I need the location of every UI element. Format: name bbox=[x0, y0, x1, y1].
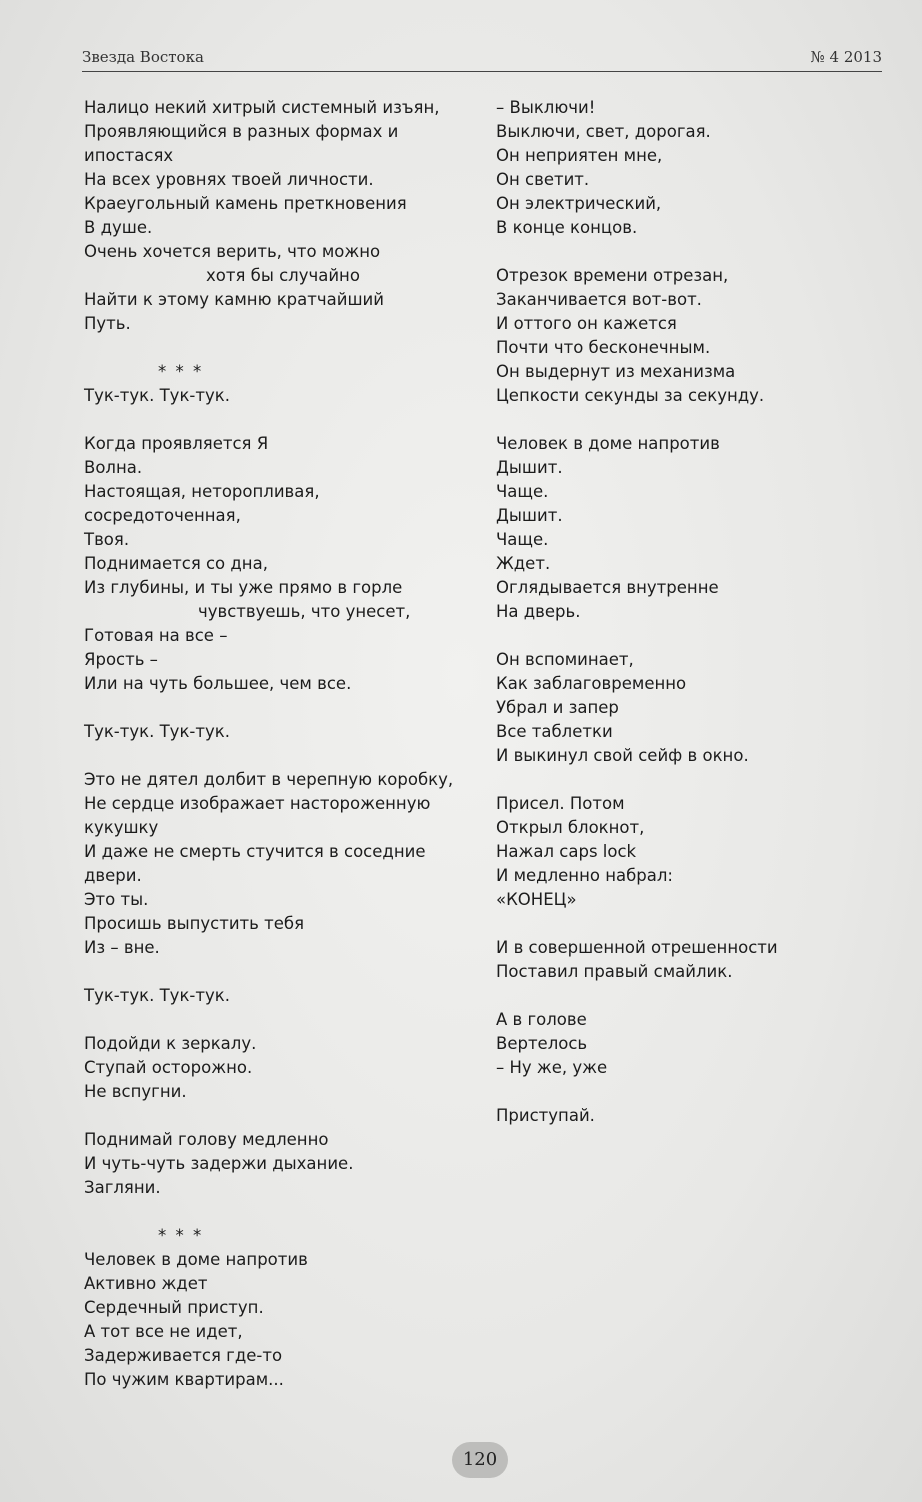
poem-line: Когда проявляется Я bbox=[84, 434, 269, 453]
poem-line: – Ну же, уже bbox=[496, 1058, 608, 1077]
poem-line: «КОНЕЦ» bbox=[496, 890, 577, 909]
stanza-break bbox=[496, 912, 866, 936]
poem-line: Вертелось bbox=[496, 1034, 588, 1053]
poem-line: Это не дятел долбит в черепную коробку, bbox=[84, 770, 454, 789]
left-poem-column bbox=[84, 96, 464, 1392]
section-separator: * * * bbox=[158, 362, 204, 381]
running-header bbox=[82, 44, 882, 72]
poem-line: На всех уровнях твоей личности. bbox=[84, 170, 374, 189]
poem-line: Или на чуть большее, чем все. bbox=[84, 674, 352, 693]
poem-line: Из глубины, и ты уже прямо в горле bbox=[84, 578, 403, 597]
poem-line: Цепкости секунды за секунду. bbox=[496, 386, 765, 405]
poem-line: Чаще. bbox=[496, 482, 549, 501]
poem-line: И в совершенной отрешенности bbox=[496, 938, 778, 957]
poem-line: И выкинул свой сейф в окно. bbox=[496, 746, 749, 765]
poem-line: Заканчивается вот-вот. bbox=[496, 290, 702, 309]
poem-line: В конце концов. bbox=[496, 218, 638, 237]
poem-line: Тук-тук. Тук-тук. bbox=[84, 986, 230, 1005]
poem-line: Настоящая, неторопливая, bbox=[84, 482, 320, 501]
stanza-break bbox=[84, 696, 464, 720]
poem-line: На дверь. bbox=[496, 602, 581, 621]
poem-line: Как заблаговременно bbox=[496, 674, 687, 693]
poem-line: Оглядывается внутренне bbox=[496, 578, 719, 597]
stanza-break bbox=[84, 408, 464, 432]
poem-line: Человек в доме напротив bbox=[496, 434, 720, 453]
section-separator: * * * bbox=[158, 1226, 204, 1245]
poem-line: И оттого он кажется bbox=[496, 314, 677, 333]
poem-line: Нажал caps lock bbox=[496, 842, 637, 861]
poem-line: Почти что бесконечным. bbox=[496, 338, 711, 357]
stanza-break bbox=[84, 1200, 464, 1224]
poem-line: Не сердце изображает настороженную bbox=[84, 794, 431, 813]
stanza-break bbox=[496, 1080, 866, 1104]
poem-line: Ярость – bbox=[84, 650, 158, 669]
stanza-break bbox=[496, 408, 866, 432]
poem-line: Он светит. bbox=[496, 170, 590, 189]
stanza-break bbox=[84, 744, 464, 768]
poem-line: двери. bbox=[84, 866, 142, 885]
poem-line: А в голове bbox=[496, 1010, 587, 1029]
poem-line: Не вспугни. bbox=[84, 1082, 187, 1101]
poem-line: Налицо некий хитрый системный изъян, bbox=[84, 98, 440, 117]
poem-line: Человек в доме напротив bbox=[84, 1250, 308, 1269]
poem-line: Готовая на все – bbox=[84, 626, 228, 645]
poem-line: И даже не смерть стучится в соседние bbox=[84, 842, 426, 861]
poem-line: Ждет. bbox=[496, 554, 551, 573]
poem-line: Это ты. bbox=[84, 890, 149, 909]
poem-line: Тук-тук. Тук-тук. bbox=[84, 386, 230, 405]
journal-title: Звезда Востока bbox=[82, 48, 204, 66]
poem-line: Все таблетки bbox=[496, 722, 613, 741]
poem-line: Подойди к зеркалу. bbox=[84, 1034, 257, 1053]
poem-line: Дышит. bbox=[496, 458, 563, 477]
header-divider bbox=[82, 71, 882, 72]
poem-line: Открыл блокнот, bbox=[496, 818, 645, 837]
poem-line: Убрал и запер bbox=[496, 698, 619, 717]
poem-line: Твоя. bbox=[84, 530, 130, 549]
poem-line: Присел. Потом bbox=[496, 794, 625, 813]
poem-line: А тот все не идет, bbox=[84, 1322, 243, 1341]
poem-line: Выключи, свет, дорогая. bbox=[496, 122, 711, 141]
right-poem-column bbox=[496, 96, 866, 1128]
poem-line: кукушку bbox=[84, 818, 159, 837]
poem-line: – Выключи! bbox=[496, 98, 596, 117]
poem-line: Он вспоминает, bbox=[496, 650, 634, 669]
poem-line: Просишь выпустить тебя bbox=[84, 914, 304, 933]
poem-line: Найти к этому камню кратчайший bbox=[84, 290, 384, 309]
stanza-break bbox=[84, 1104, 464, 1128]
stanza-break bbox=[84, 960, 464, 984]
poem-line: Краеугольный камень преткновения bbox=[84, 194, 407, 213]
poem-line: Чаще. bbox=[496, 530, 549, 549]
poem-line: Проявляющийся в разных формах и bbox=[84, 122, 399, 141]
poem-line: Поднимается со дна, bbox=[84, 554, 268, 573]
issue-number: № 4 2013 bbox=[810, 48, 882, 66]
poem-line: Задерживается где-то bbox=[84, 1346, 283, 1365]
poem-line: Он неприятен мне, bbox=[496, 146, 663, 165]
poem-line: Путь. bbox=[84, 314, 131, 333]
poem-line: Сердечный приступ. bbox=[84, 1298, 264, 1317]
poem-line: Поставил правый смайлик. bbox=[496, 962, 733, 981]
poem-line: Волна. bbox=[84, 458, 143, 477]
poem-line: По чужим квартирам... bbox=[84, 1370, 284, 1389]
poem-line: Загляни. bbox=[84, 1178, 161, 1197]
poem-line: чувствуешь, что унесет, bbox=[198, 602, 411, 621]
poem-line: Очень хочется верить, что можно bbox=[84, 242, 381, 261]
stanza-break bbox=[84, 1008, 464, 1032]
poem-line: сосредоточенная, bbox=[84, 506, 241, 525]
poem-line: И медленно набрал: bbox=[496, 866, 673, 885]
poem-line: Он электрический, bbox=[496, 194, 662, 213]
poem-line: В душе. bbox=[84, 218, 153, 237]
poem-line: Активно ждет bbox=[84, 1274, 208, 1293]
poem-line: ипостасях bbox=[84, 146, 174, 165]
poem-line: Из – вне. bbox=[84, 938, 160, 957]
poem-line: И чуть-чуть задержи дыхание. bbox=[84, 1154, 354, 1173]
poem-line: хотя бы случайно bbox=[206, 266, 360, 285]
poem-line: Поднимай голову медленно bbox=[84, 1130, 329, 1149]
poem-line: Тук-тук. Тук-тук. bbox=[84, 722, 230, 741]
poem-line: Приступай. bbox=[496, 1106, 595, 1125]
stanza-break bbox=[496, 984, 866, 1008]
page-number: 120 bbox=[452, 1442, 508, 1478]
poem-line: Ступай осторожно. bbox=[84, 1058, 253, 1077]
stanza-break bbox=[496, 768, 866, 792]
stanza-break bbox=[496, 240, 866, 264]
stanza-break bbox=[84, 336, 464, 360]
poem-line: Дышит. bbox=[496, 506, 563, 525]
poem-line: Отрезок времени отрезан, bbox=[496, 266, 729, 285]
poem-line: Он выдернут из механизма bbox=[496, 362, 736, 381]
stanza-break bbox=[496, 624, 866, 648]
